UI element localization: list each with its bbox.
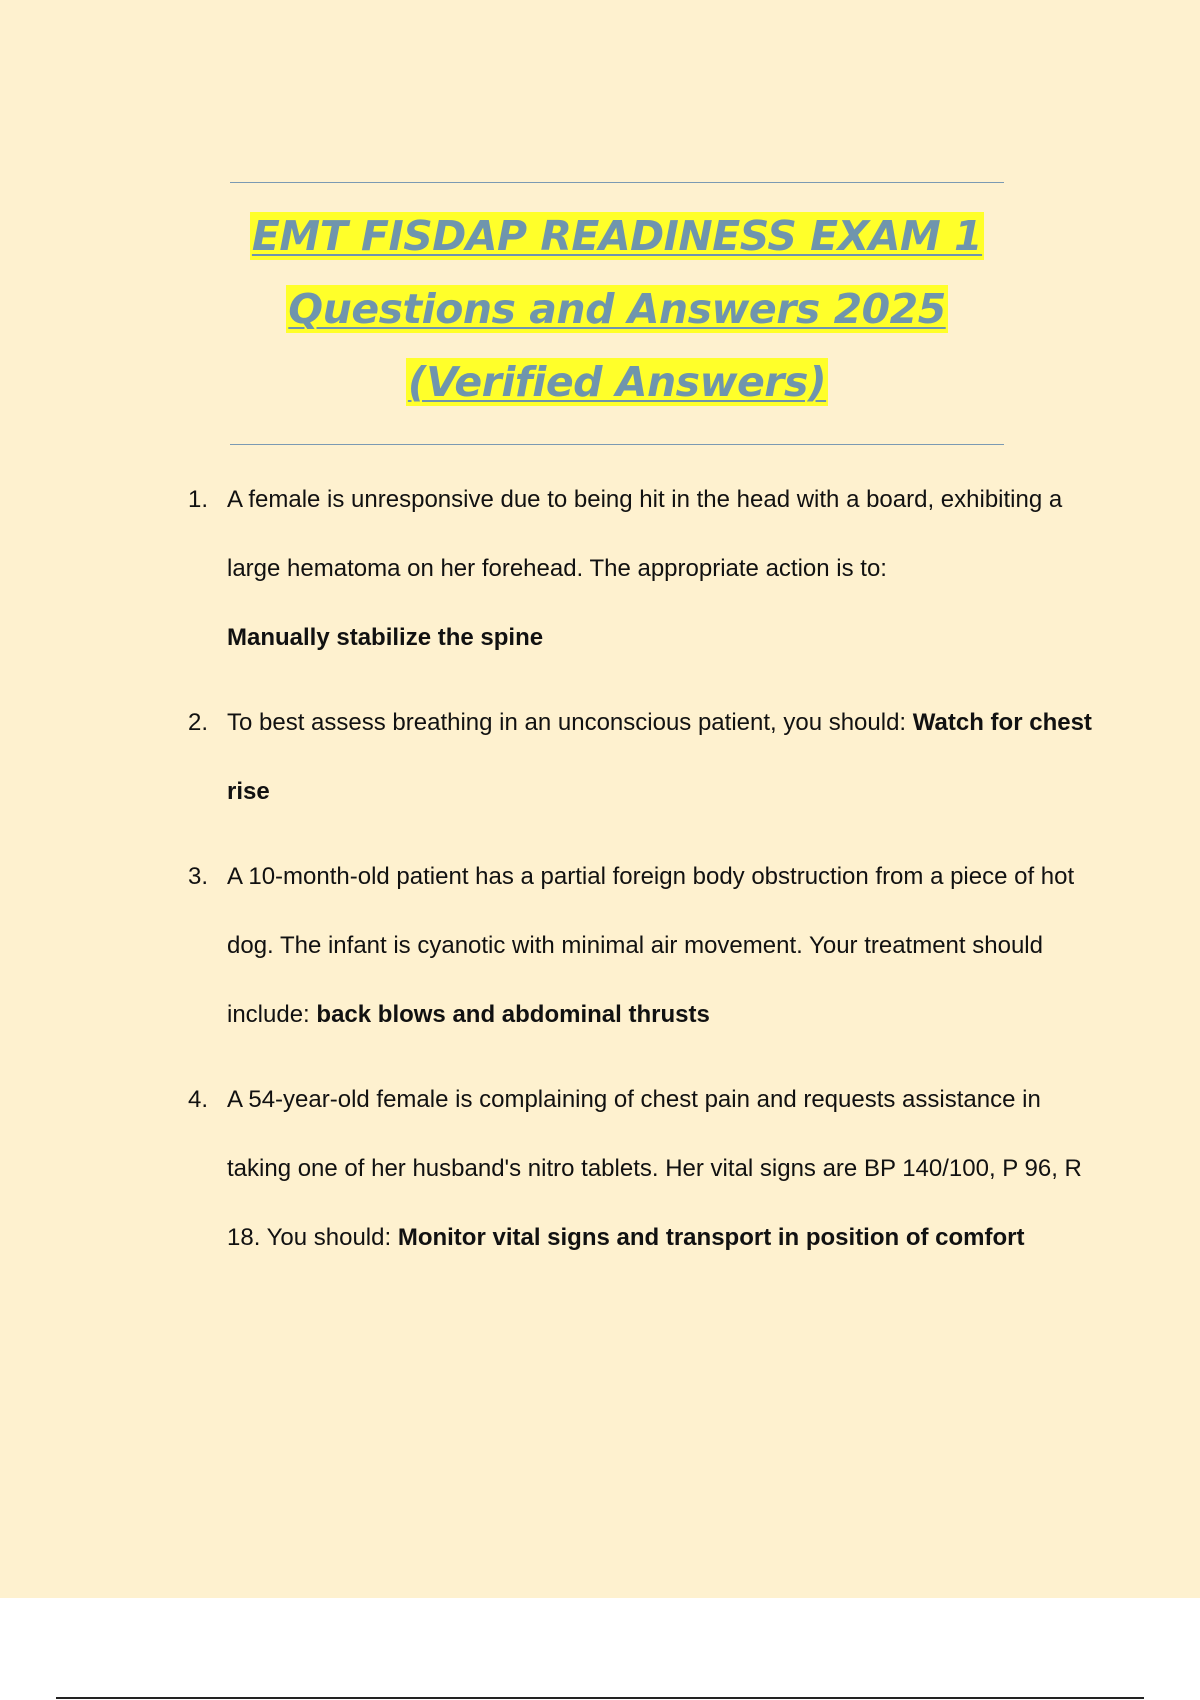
question-answer: back blows and abdominal thrusts [316,1001,710,1028]
question-text: A female is unresponsive due to being hit in the head with a board, exhibiting a large hematoma on her forehead. The appropriate action is to: [227,486,1063,582]
title-line-1: EMT FISDAP READINESS EXAM 1 [251,212,983,260]
title-line-2: Questions and Answers 2025 [288,285,946,333]
question-text: A 54-year-old female is complaining of chest pain and requests assistance in taking one of her husband's nitro tablets. Her vital signs are BP 140/100, P 96, R 18. You should: [227,1086,1082,1251]
question-text: To best assess breathing in an unconscious patient, you should: [227,709,907,736]
question-item [188,465,1108,672]
document-title [230,200,1004,419]
title-top-rule [230,182,1004,183]
question-answer: Watch for chest rise [227,709,1092,805]
question-list [188,465,1108,1288]
question-answer: Manually stabilize the spine [227,624,544,651]
question-item [188,1065,1108,1272]
footer-rule [56,1697,1144,1699]
question-answer: Monitor vital signs and transport in position of comfort [397,1224,1025,1251]
question-number: 4. [188,1086,209,1113]
question-item [188,842,1108,1049]
question-number: 1. [188,486,209,513]
question-item [188,688,1108,826]
question-number: 3. [188,863,209,890]
question-number: 2. [188,709,209,736]
title-bottom-rule [230,444,1004,445]
title-line-3: (Verified Answers) [407,358,827,406]
question-text: A 10-month-old patient has a partial foreign body obstruction from a piece of hot dog. The infant is cyanotic with minimal air movement. Your treatment should include: [227,863,1075,1028]
